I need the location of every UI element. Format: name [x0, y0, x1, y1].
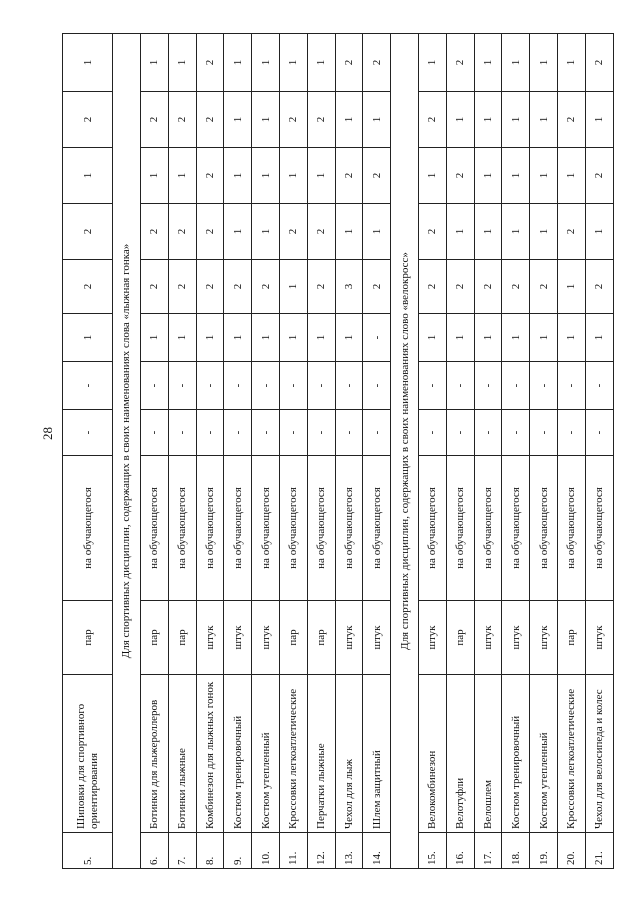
table-row	[140, 34, 168, 869]
cell-num: 9.	[224, 833, 252, 869]
cell-basis: на обучающегося	[530, 456, 558, 601]
cell-c7: 2	[279, 92, 307, 148]
cell-c1: -	[335, 410, 363, 456]
equipment-table-body	[63, 34, 614, 869]
cell-c7: 1	[252, 92, 280, 148]
cell-c1: -	[196, 410, 224, 456]
cell-c2: -	[279, 362, 307, 410]
cell-c5: 2	[63, 204, 113, 260]
cell-basis: на обучающегося	[140, 456, 168, 601]
cell-num: 8.	[196, 833, 224, 869]
cell-c4: 2	[474, 260, 502, 314]
cell-num: 6.	[140, 833, 168, 869]
table-row	[63, 34, 113, 869]
cell-c3: 1	[419, 314, 447, 362]
cell-c5: 1	[502, 204, 530, 260]
cell-num: 5.	[63, 833, 113, 869]
equipment-table	[62, 33, 614, 869]
cell-c7: 1	[502, 92, 530, 148]
cell-c8: 1	[502, 34, 530, 92]
table-row	[446, 34, 474, 869]
cell-basis: на обучающегося	[558, 456, 586, 601]
cell-c4: 2	[502, 260, 530, 314]
cell-c3: 1	[558, 314, 586, 362]
cell-unit: пар	[63, 601, 113, 675]
cell-name: Чехол для лыж	[335, 675, 363, 833]
cell-num: 19.	[530, 833, 558, 869]
cell-c6: 1	[279, 148, 307, 204]
section-row	[391, 34, 419, 869]
cell-c4: 2	[140, 260, 168, 314]
cell-unit: штук	[363, 601, 391, 675]
cell-basis: на обучающегося	[419, 456, 447, 601]
cell-unit: штук	[474, 601, 502, 675]
cell-basis: на обучающегося	[446, 456, 474, 601]
cell-c5: 1	[363, 204, 391, 260]
cell-c4: 2	[224, 260, 252, 314]
cell-c4: 2	[196, 260, 224, 314]
cell-c3: -	[363, 314, 391, 362]
cell-basis: на обучающегося	[502, 456, 530, 601]
cell-c6: 1	[224, 148, 252, 204]
cell-c5: 2	[196, 204, 224, 260]
cell-c4: 1	[558, 260, 586, 314]
cell-c8: 1	[474, 34, 502, 92]
cell-c1: -	[530, 410, 558, 456]
cell-c2: -	[63, 362, 113, 410]
cell-c6: 2	[196, 148, 224, 204]
cell-unit: штук	[419, 601, 447, 675]
cell-basis: на обучающегося	[335, 456, 363, 601]
cell-num: 11.	[279, 833, 307, 869]
cell-c3: 1	[335, 314, 363, 362]
cell-c2: -	[446, 362, 474, 410]
cell-c8: 1	[558, 34, 586, 92]
cell-basis: на обучающегося	[279, 456, 307, 601]
cell-name: Кроссовки легкоатлетические	[558, 675, 586, 833]
cell-basis: на обучающегося	[252, 456, 280, 601]
cell-name: Шиповки для спортивного ориентирования	[63, 675, 113, 833]
cell-basis: на обучающегося	[474, 456, 502, 601]
cell-c2: -	[307, 362, 335, 410]
cell-c1: -	[558, 410, 586, 456]
cell-c1: -	[307, 410, 335, 456]
cell-c2: -	[168, 362, 196, 410]
cell-unit: штук	[530, 601, 558, 675]
table-row	[335, 34, 363, 869]
table-row	[252, 34, 280, 869]
cell-c3: 1	[474, 314, 502, 362]
cell-c5: 1	[252, 204, 280, 260]
cell-c4: 2	[446, 260, 474, 314]
cell-c3: 1	[502, 314, 530, 362]
table-row	[502, 34, 530, 869]
section-title: Для спортивных дисциплин, содержащих в своих наименованиях слова «лыжная гонка»	[113, 34, 141, 869]
cell-c2: -	[252, 362, 280, 410]
cell-c2: -	[363, 362, 391, 410]
cell-name: Чехол для велосипеда и колес	[585, 675, 613, 833]
cell-c8: 1	[307, 34, 335, 92]
cell-c5: 2	[168, 204, 196, 260]
cell-c1: -	[502, 410, 530, 456]
table-row	[585, 34, 613, 869]
cell-c8: 1	[224, 34, 252, 92]
cell-unit: штук	[502, 601, 530, 675]
cell-c3: 1	[140, 314, 168, 362]
table-row	[363, 34, 391, 869]
cell-c3: 1	[224, 314, 252, 362]
cell-c7: 1	[224, 92, 252, 148]
cell-c7: 1	[446, 92, 474, 148]
cell-c6: 1	[63, 148, 113, 204]
cell-unit: пар	[446, 601, 474, 675]
cell-c5: 1	[335, 204, 363, 260]
cell-name: Костюм утепленный	[530, 675, 558, 833]
table-row	[196, 34, 224, 869]
rotated-table-container	[62, 34, 614, 869]
cell-num: 16.	[446, 833, 474, 869]
cell-c2: -	[335, 362, 363, 410]
cell-c5: 2	[558, 204, 586, 260]
cell-c6: 1	[307, 148, 335, 204]
cell-c8: 1	[419, 34, 447, 92]
cell-c8: 1	[168, 34, 196, 92]
section-title: Для спортивных дисциплин, содержащих в своих наименованиях слово «велокросс»	[391, 34, 419, 869]
cell-c7: 1	[363, 92, 391, 148]
cell-c2: -	[530, 362, 558, 410]
cell-num: 15.	[419, 833, 447, 869]
cell-c4: 2	[307, 260, 335, 314]
cell-c3: 1	[279, 314, 307, 362]
cell-c6: 1	[419, 148, 447, 204]
cell-c5: 1	[530, 204, 558, 260]
cell-c2: -	[224, 362, 252, 410]
cell-c4: 2	[363, 260, 391, 314]
cell-name: Велотуфли	[446, 675, 474, 833]
cell-c6: 1	[168, 148, 196, 204]
cell-c1: -	[168, 410, 196, 456]
cell-c3: 1	[252, 314, 280, 362]
cell-c5: 1	[585, 204, 613, 260]
cell-basis: на обучающегося	[196, 456, 224, 601]
cell-c3: 1	[307, 314, 335, 362]
cell-c4: 2	[63, 260, 113, 314]
cell-name: Костюм тренировочный	[502, 675, 530, 833]
cell-c8: 1	[140, 34, 168, 92]
cell-unit: пар	[279, 601, 307, 675]
cell-c6: 2	[335, 148, 363, 204]
cell-c3: 1	[168, 314, 196, 362]
cell-c4: 2	[419, 260, 447, 314]
cell-c7: 2	[196, 92, 224, 148]
cell-c5: 2	[419, 204, 447, 260]
cell-unit: штук	[585, 601, 613, 675]
cell-c3: 1	[530, 314, 558, 362]
cell-c1: -	[224, 410, 252, 456]
table-row	[224, 34, 252, 869]
cell-c7: 1	[585, 92, 613, 148]
cell-c1: -	[140, 410, 168, 456]
cell-num: 20.	[558, 833, 586, 869]
cell-c6: 1	[140, 148, 168, 204]
cell-c6: 2	[585, 148, 613, 204]
cell-c8: 2	[585, 34, 613, 92]
cell-num: 21.	[585, 833, 613, 869]
cell-basis: на обучающегося	[585, 456, 613, 601]
cell-c8: 1	[63, 34, 113, 92]
cell-c7: 1	[530, 92, 558, 148]
cell-num: 18.	[502, 833, 530, 869]
cell-c1: -	[585, 410, 613, 456]
cell-basis: на обучающегося	[307, 456, 335, 601]
cell-c7: 2	[307, 92, 335, 148]
cell-c5: 2	[307, 204, 335, 260]
table-row	[168, 34, 196, 869]
cell-num: 7.	[168, 833, 196, 869]
cell-c5: 2	[279, 204, 307, 260]
cell-c3: 1	[196, 314, 224, 362]
cell-c2: -	[140, 362, 168, 410]
cell-num: 13.	[335, 833, 363, 869]
cell-c1: -	[63, 410, 113, 456]
cell-name: Перчатки лыжные	[307, 675, 335, 833]
cell-c4: 1	[279, 260, 307, 314]
cell-c3: 1	[63, 314, 113, 362]
cell-name: Ботинки лыжные	[168, 675, 196, 833]
cell-c2: -	[474, 362, 502, 410]
cell-basis: на обучающегося	[363, 456, 391, 601]
cell-c1: -	[474, 410, 502, 456]
page-number: 28	[40, 427, 55, 440]
cell-c6: 2	[446, 148, 474, 204]
cell-basis: на обучающегося	[168, 456, 196, 601]
cell-c7: 1	[474, 92, 502, 148]
cell-unit: пар	[558, 601, 586, 675]
cell-c2: -	[558, 362, 586, 410]
cell-c2: -	[419, 362, 447, 410]
cell-basis: на обучающегося	[63, 456, 113, 601]
cell-c7: 2	[63, 92, 113, 148]
cell-c6: 1	[474, 148, 502, 204]
cell-name: Велокомбинезон	[419, 675, 447, 833]
cell-unit: штук	[196, 601, 224, 675]
cell-c1: -	[252, 410, 280, 456]
cell-c8: 1	[252, 34, 280, 92]
cell-c6: 1	[502, 148, 530, 204]
cell-num: 12.	[307, 833, 335, 869]
cell-c3: 1	[446, 314, 474, 362]
cell-c2: -	[502, 362, 530, 410]
cell-name: Комбинезон для лыжных гонок	[196, 675, 224, 833]
cell-c1: -	[279, 410, 307, 456]
cell-c4: 2	[530, 260, 558, 314]
table-row	[279, 34, 307, 869]
cell-unit: штук	[335, 601, 363, 675]
cell-c2: -	[196, 362, 224, 410]
cell-c8: 2	[363, 34, 391, 92]
cell-c5: 1	[446, 204, 474, 260]
cell-c1: -	[419, 410, 447, 456]
cell-c8: 1	[279, 34, 307, 92]
cell-c2: -	[585, 362, 613, 410]
cell-unit: штук	[252, 601, 280, 675]
cell-unit: пар	[307, 601, 335, 675]
cell-name: Ботинки для лыжероллеров	[140, 675, 168, 833]
cell-c3: 1	[585, 314, 613, 362]
cell-c7: 2	[419, 92, 447, 148]
cell-name: Кроссовки легкоатлетические	[279, 675, 307, 833]
cell-num: 10.	[252, 833, 280, 869]
section-row	[113, 34, 141, 869]
cell-c6: 1	[530, 148, 558, 204]
cell-c8: 1	[530, 34, 558, 92]
cell-c4: 2	[252, 260, 280, 314]
table-row	[558, 34, 586, 869]
cell-c8: 2	[446, 34, 474, 92]
cell-c4: 3	[335, 260, 363, 314]
cell-c8: 2	[196, 34, 224, 92]
table-row	[530, 34, 558, 869]
cell-name: Шлем защитный	[363, 675, 391, 833]
cell-c4: 2	[168, 260, 196, 314]
cell-c7: 2	[168, 92, 196, 148]
cell-c1: -	[363, 410, 391, 456]
cell-c5: 1	[474, 204, 502, 260]
cell-c7: 2	[558, 92, 586, 148]
table-row	[419, 34, 447, 869]
cell-name: Костюм утепленный	[252, 675, 280, 833]
cell-name: Костюм тренировочный	[224, 675, 252, 833]
cell-unit: пар	[140, 601, 168, 675]
cell-c7: 2	[140, 92, 168, 148]
cell-c5: 2	[140, 204, 168, 260]
cell-c5: 1	[224, 204, 252, 260]
table-row	[307, 34, 335, 869]
cell-num: 17.	[474, 833, 502, 869]
cell-c6: 1	[558, 148, 586, 204]
cell-c1: -	[446, 410, 474, 456]
cell-c8: 2	[335, 34, 363, 92]
cell-c4: 2	[585, 260, 613, 314]
cell-basis: на обучающегося	[224, 456, 252, 601]
table-row	[474, 34, 502, 869]
cell-unit: пар	[168, 601, 196, 675]
cell-c6: 2	[363, 148, 391, 204]
cell-c7: 1	[335, 92, 363, 148]
cell-c6: 1	[252, 148, 280, 204]
cell-name: Велошлем	[474, 675, 502, 833]
cell-unit: штук	[224, 601, 252, 675]
cell-num: 14.	[363, 833, 391, 869]
